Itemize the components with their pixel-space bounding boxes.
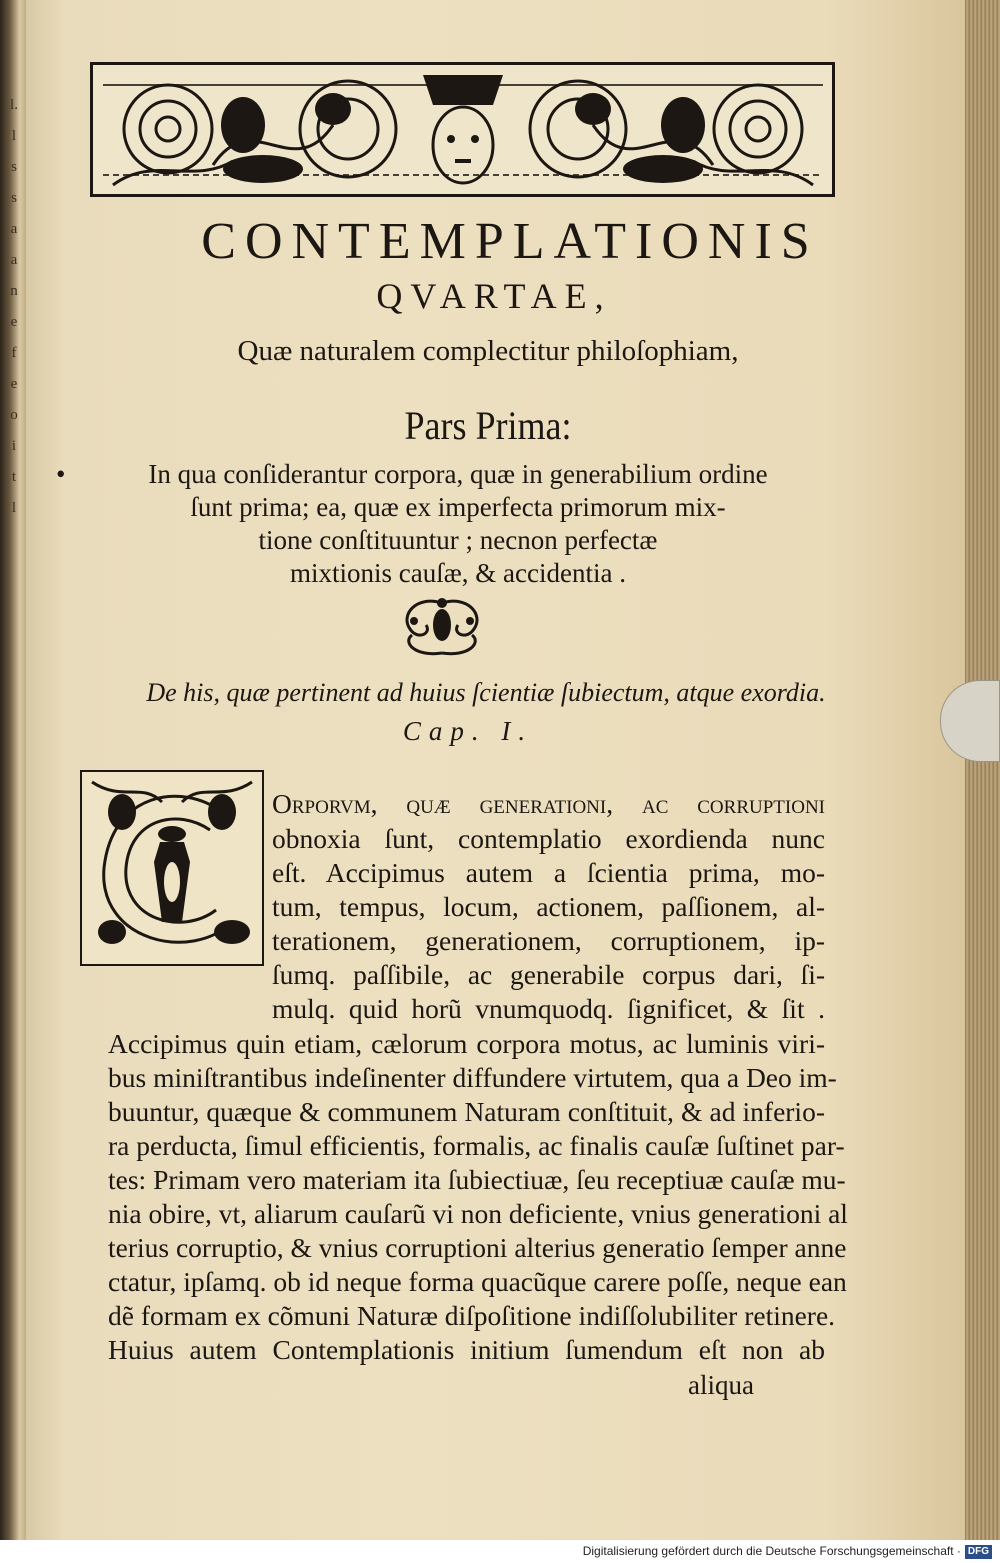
text-line: terius corruptio, & vnius corruptioni alterius generatio ſemper anne [108, 1232, 847, 1263]
left-edge-letter: l. [10, 97, 18, 113]
text-line: nia obire, vt, aliarum cauſarũ vi non deficiente, vnius generationi al [108, 1198, 848, 1229]
text-line: Accipimus quin etiam, cælorum corpora motus, ac luminis viri- [108, 1028, 825, 1059]
left-edge-letter: n [10, 283, 18, 299]
left-edge-letter: e [10, 314, 18, 330]
text-line: Orporvm, quæ generationi, ac corruptioni [272, 788, 825, 819]
left-edge-letter: l [11, 500, 17, 516]
left-edge-letter: o [10, 407, 18, 423]
summary-line: tione conſtituuntur ; necnon perfectæ [258, 525, 658, 555]
dfg-logo: DFG [965, 1545, 992, 1559]
summary-line: In qua conſiderantur corpora, quæ in generabilium ordine [148, 459, 768, 489]
left-edge-letter: s [11, 190, 17, 206]
left-edge-letter: t [11, 469, 17, 485]
description: Quæ naturalem complectitur philoſophiam, [237, 335, 739, 367]
text-line: eſt. Accipimus autem a ſcientia prima, mo- [272, 857, 825, 888]
text-line: ra perducta, ſimul efficientis, formalis, ac finalis cauſæ ſuſtinet par- [108, 1130, 845, 1161]
footer-text: Digitalisierung gefördert durch die Deutsche Forschungsgemeinschaft · [582, 1544, 961, 1558]
left-page-edge [0, 0, 28, 1540]
part-heading: Pars Prima: [404, 403, 572, 448]
text-line: obnoxia ſunt, contemplatio exordienda nunc [272, 823, 825, 854]
fleuron-ornament [396, 595, 488, 657]
catchword: aliqua [688, 1370, 754, 1400]
text-line: buuntur, quæque & communem Naturam conſtituit, & ad inferio- [108, 1096, 825, 1127]
text-line: dẽ formam ex cõmuni Naturæ diſpoſitione indiſſolubiliter retinere. [108, 1300, 836, 1331]
chapter-heading: De his, quæ pertinent ad huius ſcientiæ ſubiectum, atque exordia. [146, 678, 826, 707]
text-line: bus miniſtrantibus indeſinenter diffundere virtutem, qua a Deo im- [108, 1062, 837, 1093]
book-page [26, 0, 970, 1540]
left-edge-letter: s [11, 159, 17, 175]
text-line: Huius autem Contemplationis initium ſumendum eſt non ab [108, 1334, 825, 1365]
decorated-initial-c [80, 770, 264, 966]
text-line: terationem, generationem, corruptionem, ip- [272, 925, 825, 956]
text-line: mulq. quid horũ vnumquodq. ſignificet, & ſit . [272, 993, 825, 1024]
left-edge-letter: f [11, 345, 17, 361]
part-summary [56, 458, 830, 590]
chapter-number: Cap. I. [402, 716, 534, 746]
left-edge-letter: a [10, 221, 18, 237]
summary-line: mixtionis cauſæ, & accidentia . [290, 558, 626, 588]
left-edge-letter: a [10, 252, 18, 268]
text-line: ctatur, ipſamq. ob id neque forma quacũque carere poſſe, neque ean [108, 1266, 847, 1297]
summary-line: ſunt prima; ea, quæ ex imperfecta primorum mix- [190, 492, 726, 522]
bullet-mark: • [56, 459, 66, 489]
woodcut-header-ornament [90, 62, 835, 197]
digitization-footer [0, 1540, 1000, 1563]
page-title: CONTEMPLATIONIS [201, 213, 819, 270]
text-line: tum, tempus, locum, actionem, paſſionem, al- [272, 891, 825, 922]
text-line: ſumq. paſſibile, ac generabile corpus dari, ſi- [272, 959, 825, 990]
text-line: tes: Primam vero materiam ita ſubiectiuæ, ſeu receptiuæ cauſæ mu- [108, 1164, 846, 1195]
left-edge-letters [4, 90, 24, 524]
right-page-edges [965, 0, 1000, 1540]
subtitle: QVARTAE, [376, 276, 612, 316]
left-edge-letter: i [11, 438, 17, 454]
left-edge-letter: e [10, 376, 18, 392]
left-edge-letter: l [11, 128, 17, 144]
